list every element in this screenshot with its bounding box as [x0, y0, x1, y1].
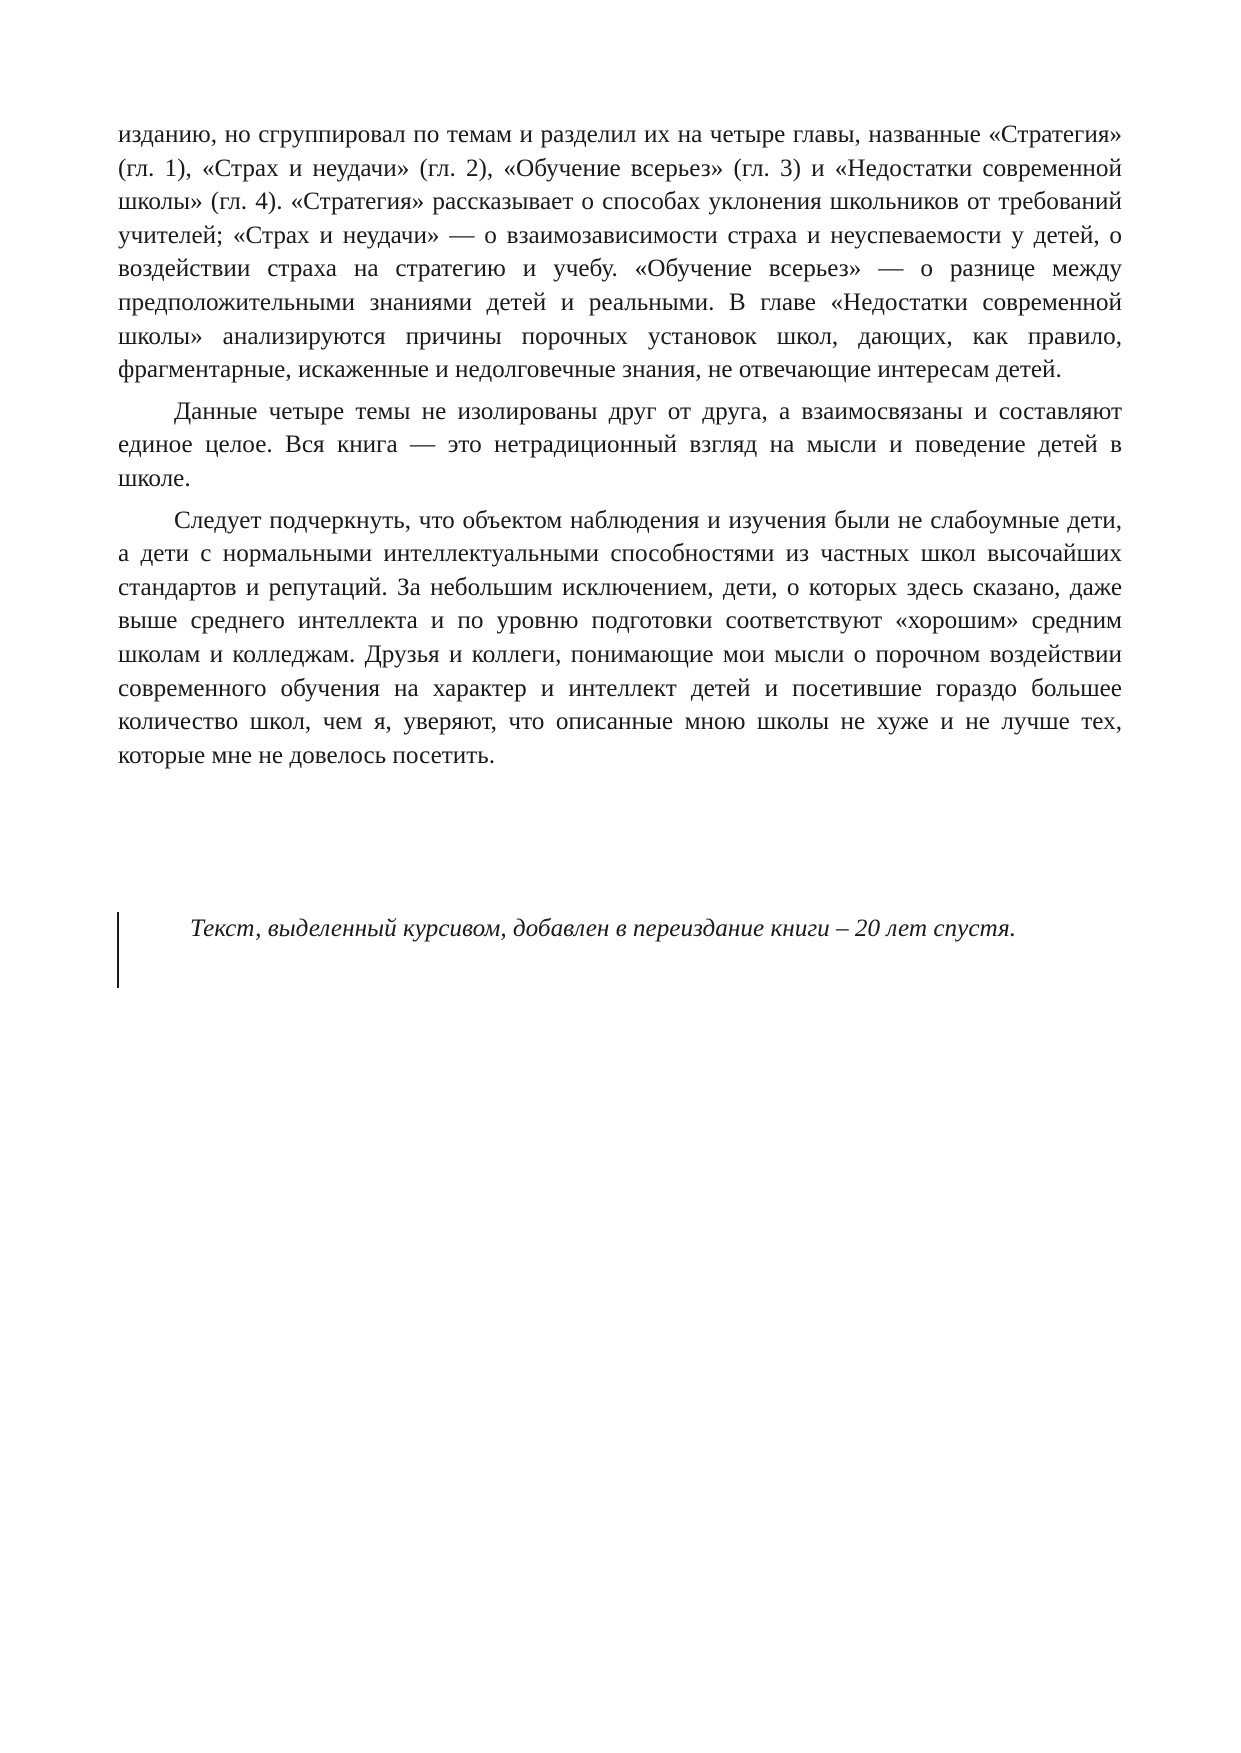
italic-note: Текст, выделенный курсивом, добавлен в переиздание книги – 20 лет спустя.	[190, 915, 1016, 942]
body-text	[118, 118, 1122, 780]
paragraph-themes: Данные четыре темы не изолированы друг от друга, а взаимосвязаны и составляют единое целое. Вся книга — это нетрадиционный взгляд на мысли и поведение детей в школе.	[118, 397, 1122, 492]
paragraph-observation: Следует подчеркнуть, что объектом наблюдения и изучения были не слабоумные дети, а дети с нормальными интеллектуальными способностями из частных школ высочайших стандартов и репутаций. За небольшим исключением, дети, о которых здесь сказано, даже выше среднего интеллекта и по уровню подготовки соответствуют «хорошим» средним школам и колледжам. Друзья и коллеги, понимающие мои мысли о порочном воздействии современного обучения на характер и интеллект детей и посетившие гораздо большее количество школ, чем я, уверяют, что описанные мною школы не хуже и не лучше тех, которые мне не довелось посетить.	[118, 506, 1122, 769]
paragraph-continuation: изданию, но сгруппировал по темам и разделил их на четыре главы, названные «Стратегия» (гл. 1), «Страх и неудачи» (гл. 2), «Обучение всерьез» (гл. 3) и «Недостатки современной школы» (гл. 4). «Стратегия» рассказывает о способах уклонения школьников от требований учителей; «Страх и неудачи» — о взаимозависимости страха и неуспеваемости у детей, о воздействии страха на стратегию и учебу. «Обучение всерьез» — о разнице между предположительными знаниями детей и реальными. В главе «Недостатки современной школы» анализируются причины порочных установок школ, дающих, как правило, фрагментарные, искаженные и недолговечные знания, не отвечающие интересам детей.	[118, 121, 1122, 384]
